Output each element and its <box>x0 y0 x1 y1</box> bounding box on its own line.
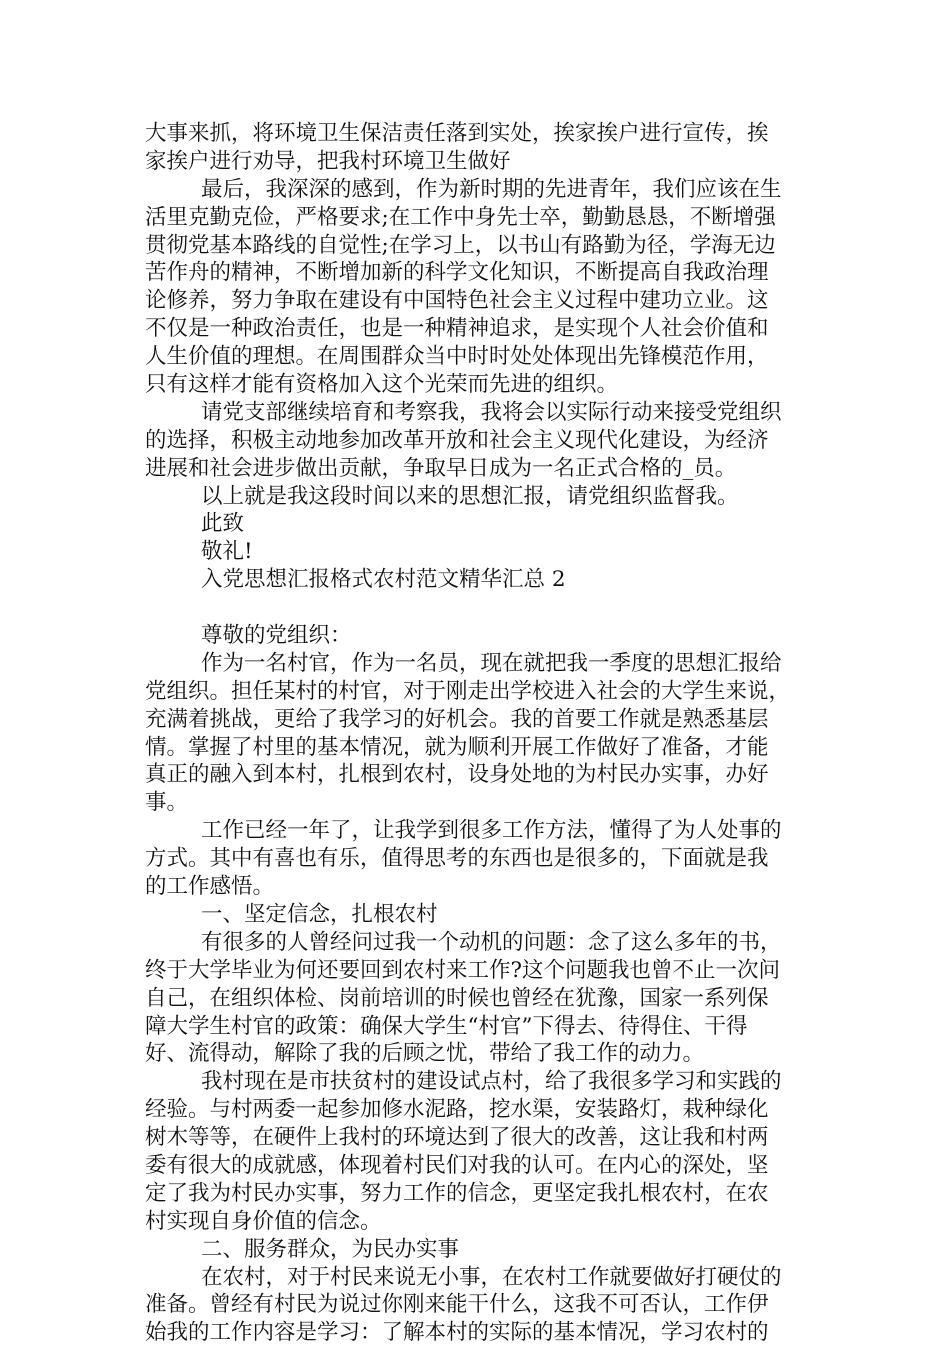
text-line: 只有这样才能有资格加入这个光荣而先进的组织。 <box>145 372 619 398</box>
text-line: 不仅是一种政治责任，也是一种精神追求，是实现个人社会价值和 <box>145 316 769 342</box>
text-line: 二、服务群众，为民办实事 <box>201 1236 460 1262</box>
text-line: 家挨户进行劝导，把我村环境卫生做好 <box>145 148 511 174</box>
text-line: 我村现在是市扶贫村的建设试点村，给了我很多学习和实践的 <box>201 1069 782 1095</box>
text-line: 树木等等，在硬件上我村的环境达到了很大的改善，这让我和村两 <box>145 1125 769 1151</box>
text-line: 工作已经一年了，让我学到很多工作方法，懂得了为人处事的 <box>201 818 782 844</box>
text-line: 准备。曾经有村民为说过你刚来能干什么，这我不可否认，工作伊 <box>145 1292 769 1318</box>
text-line: 的工作感悟。 <box>145 874 275 900</box>
text-line: 村实现自身价值的信念。 <box>145 1208 382 1234</box>
text-line: 经验。与村两委一起参加修水泥路，挖水渠，安装路灯，栽种绿化 <box>145 1097 769 1123</box>
text-line: 方式。其中有喜也有乐，值得思考的东西也是很多的，下面就是我 <box>145 846 769 872</box>
text-line: 贯彻党基本路线的自觉性;在学习上，以书山有路勤为径，学海无边 <box>145 232 776 258</box>
text-line: 真正的融入到本村，扎根到农村，设身处地的为村民办实事，办好 <box>145 762 769 788</box>
text-line: 进展和社会进步做出贡献，争取早日成为一名正式合格的_员。 <box>145 455 737 481</box>
text-line: 在农村，对于村民来说无小事，在农村工作就要做好打硬仗的 <box>201 1264 782 1290</box>
text-line: 情。掌握了村里的基本情况，就为顺利开展工作做好了准备，才能 <box>145 734 769 760</box>
text-line: 最后，我深深的感到，作为新时期的先进青年，我们应该在生 <box>201 176 782 202</box>
text-line: 好、流得动，解除了我的后顾之忧，带给了我工作的动力。 <box>145 1041 705 1067</box>
text-line: 定了我为村民办实事，努力工作的信念，更坚定我扎根农村，在农 <box>145 1180 769 1206</box>
text-line: 党组织。担任某村的村官，对于刚走出学校进入社会的大学生来说， <box>145 678 791 704</box>
text-line: 委有很大的成就感，体现着村民们对我的认可。在内心的深处，坚 <box>145 1152 769 1178</box>
document-body <box>145 120 815 1347</box>
text-line: 作为一名村官，作为一名员，现在就把我一季度的思想汇报给 <box>201 650 782 676</box>
text-line: 敬礼! <box>201 539 253 565</box>
text-line: 充满着挑战，更给了我学习的好机会。我的首要工作就是熟悉基层 <box>145 706 769 732</box>
text-line: 有很多的人曾经问过我一个动机的问题：念了这么多年的书， <box>201 929 782 955</box>
text-line: 人生价值的理想。在周围群众当中时时处处体现出先锋模范作用， <box>145 344 769 370</box>
text-line: 以上就是我这段时间以来的思想汇报，请党组织监督我。 <box>201 483 739 509</box>
text-line: 一、坚定信念，扎根农村 <box>201 901 438 927</box>
text-line: 苦作舟的精神，不断增加新的科学文化知识，不断提高自我政治理 <box>145 260 769 286</box>
text-line: 终于大学毕业为何还要回到农村来工作?这个问题我也曾不止一次问 <box>145 957 781 983</box>
text-line: 活里克勤克俭，严格要求;在工作中身先士卒，勤勤恳恳，不断增强 <box>145 204 776 230</box>
text-line: 请党支部继续培育和考察我，我将会以实际行动来接受党组织 <box>201 399 782 425</box>
text-line: 入党思想汇报格式农村范文精华汇总 2 <box>201 567 566 593</box>
text-line: 事。 <box>145 790 189 816</box>
text-line: 障大学生村官的政策：确保大学生“村官”下得去、待得住、干得 <box>145 1013 748 1039</box>
text-line: 大事来抓，将环境卫生保洁责任落到实处，挨家挨户进行宣传，挨 <box>145 121 769 146</box>
text-line: 始我的工作内容是学习：了解本村的实际的基本情况，学习农村的 <box>145 1320 769 1346</box>
text-line: 尊敬的党组织： <box>201 623 352 649</box>
text-line: 自己，在组织体检、岗前培训的时候也曾经在犹豫，国家一系列保 <box>145 985 769 1011</box>
blank-line <box>145 594 815 622</box>
text-line: 此致 <box>201 511 245 537</box>
text-line: 的选择，积极主动地参加改革开放和社会主义现代化建设，为经济 <box>145 427 769 453</box>
text-line: 论修养，努力争取在建设有中国特色社会主义过程中建功立业。这 <box>145 288 769 314</box>
